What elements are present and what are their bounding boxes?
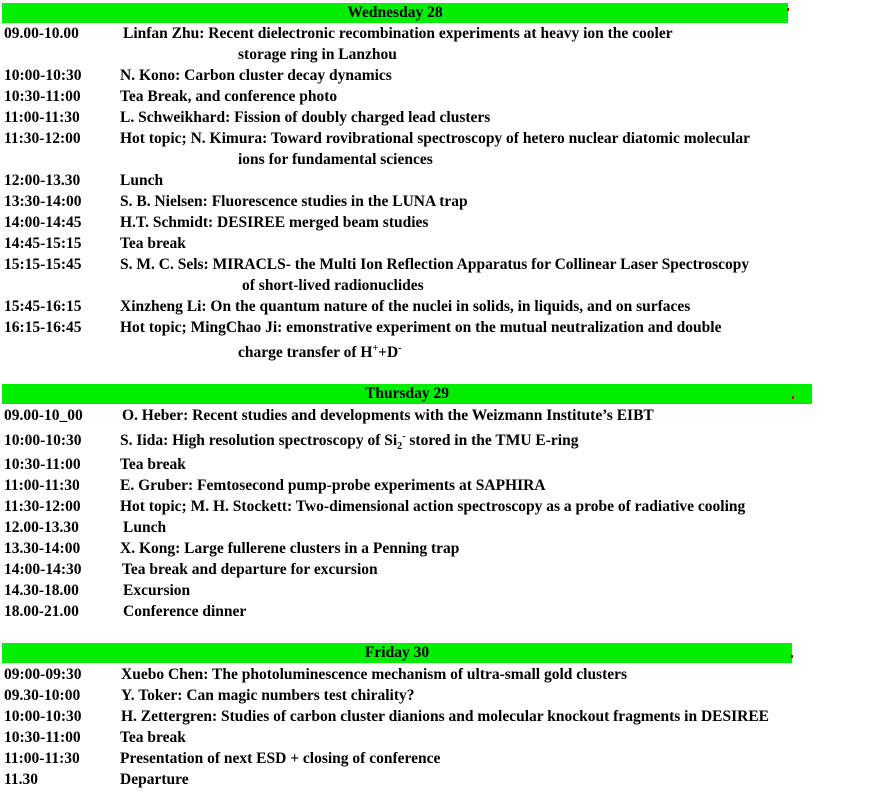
cell-marker [792,396,794,399]
time-slot: 11:30-12:00 [4,498,81,515]
time-slot: 10:00-10:30 [4,708,82,725]
time-slot: 12:00-13.30 [4,172,81,189]
superscript: - [398,342,402,354]
session-text: Departure [120,771,189,788]
continuation-text: +D [378,344,399,361]
session-text: Tea break [120,235,186,252]
session-text: E. Gruber: Femtosecond pump-probe experiments at SAPHIRA [120,477,546,494]
session-text-continuation: ions for fundamental sciences [238,151,433,168]
time-slot: 18.00-21.00 [4,603,79,620]
session-text: L. Schweikhard: Fission of doubly charged lead clusters [120,109,491,126]
session-text: S. M. C. Sels: MIRACLS- the Multi Ion Reflection Apparatus for Collinear Laser Spectroscopy [120,256,750,273]
session-text: Excursion [123,582,191,599]
time-slot: 13.30-14:00 [4,540,81,557]
session-text: Y. Toker: Can magic numbers test chirality? [121,687,415,704]
session-text-part: stored in the TMU E-ring [405,432,579,449]
session-text: Hot topic; MingChao Ji: emonstrative experiment on the mutual neutralization and double [120,319,722,336]
session-text: Tea break [120,729,186,746]
time-slot: 09.00-10_00 [4,407,83,424]
cell-marker [787,8,789,11]
superscript: - [402,430,406,442]
time-slot: 10:00-10:30 [4,432,82,449]
day-header-thursday [2,384,812,404]
session-text: Conference dinner [123,603,247,620]
session-text-part: S. Iida: High resolution spectroscopy of Si [120,432,398,449]
time-slot: 15:15-15:45 [4,256,82,273]
time-slot: 11:00-11:30 [4,750,80,767]
day-title: Thursday 29 [365,385,449,402]
time-slot: 09:00-09:30 [4,666,82,683]
time-slot: 10:30-11:00 [4,729,81,746]
session-text: H. Zettergren: Studies of carbon cluster dianions and molecular knockout fragments in DESIREE [121,708,770,725]
time-slot: 12.00-13.30 [4,519,79,536]
time-slot: 11.30 [4,771,39,788]
session-text: Xinzheng Li: On the quantum nature of the nuclei in solids, in liquids, and on surfaces [120,298,691,315]
session-text: Linfan Zhu: Recent dielectronic recombination experiments at heavy ion the cooler [123,25,673,42]
cell-marker [791,655,793,658]
subscript: 2 [397,441,403,453]
time-slot: 11:00-11:30 [4,477,80,494]
day-title: Wednesday 28 [347,4,443,21]
time-slot: 14.30-18.00 [4,582,79,599]
time-slot: 13:30-14:00 [4,193,82,210]
session-text: Hot topic; N. Kimura: Toward rovibrational spectroscopy of hetero nuclear diatomic molecular [120,130,750,147]
time-slot: 14:00-14:30 [4,561,82,578]
session-text: H.T. Schmidt: DESIREE merged beam studies [120,214,429,231]
time-slot: 09.30-10:00 [4,687,81,704]
time-slot: 10:30-11:00 [4,456,81,473]
session-text: Xuebo Chen: The photoluminescence mechanism of ultra-small gold clusters [121,666,628,683]
session-text-continuation [238,342,402,363]
time-slot: 16:15-16:45 [4,319,82,336]
day-header-wednesday [2,3,788,23]
session-text: S. B. Nielsen: Fluorescence studies in the LUNA trap [120,193,468,210]
superscript: + [372,342,379,354]
session-text: Lunch [120,172,164,189]
session-text: Tea break and departure for excursion [122,561,378,578]
time-slot: 14:45-15:15 [4,235,82,252]
session-text: Lunch [123,519,167,536]
session-text: X. Kong: Large fullerene clusters in a Penning trap [120,540,460,557]
time-slot: 11:00-11:30 [4,109,80,126]
day-header-friday [2,643,792,663]
session-text-continuation: storage ring in Lanzhou [238,46,397,63]
time-slot: 11:30-12:00 [4,130,81,147]
session-text [120,430,578,451]
session-text-continuation: of short-lived radionuclides [242,277,424,294]
continuation-text: charge transfer of H [238,344,373,361]
session-text: Tea break [120,456,186,473]
day-title: Friday 30 [364,644,430,661]
session-text: Tea Break, and conference photo [120,88,338,105]
session-text: O. Heber: Recent studies and developments with the Weizmann Institute’s EIBT [122,407,654,424]
time-slot: 10:30-11:00 [4,88,81,105]
time-slot: 14:00-14:45 [4,214,82,231]
time-slot: 10:00-10:30 [4,67,82,84]
session-text: Hot topic; M. H. Stockett: Two-dimensional action spectroscopy as a probe of radiative cooling [120,498,746,515]
session-text: N. Kono: Carbon cluster decay dynamics [120,67,392,84]
time-slot: 15:45-16:15 [4,298,82,315]
time-slot: 09.00-10.00 [4,25,79,42]
session-text: Presentation of next ESD + closing of conference [120,750,441,767]
